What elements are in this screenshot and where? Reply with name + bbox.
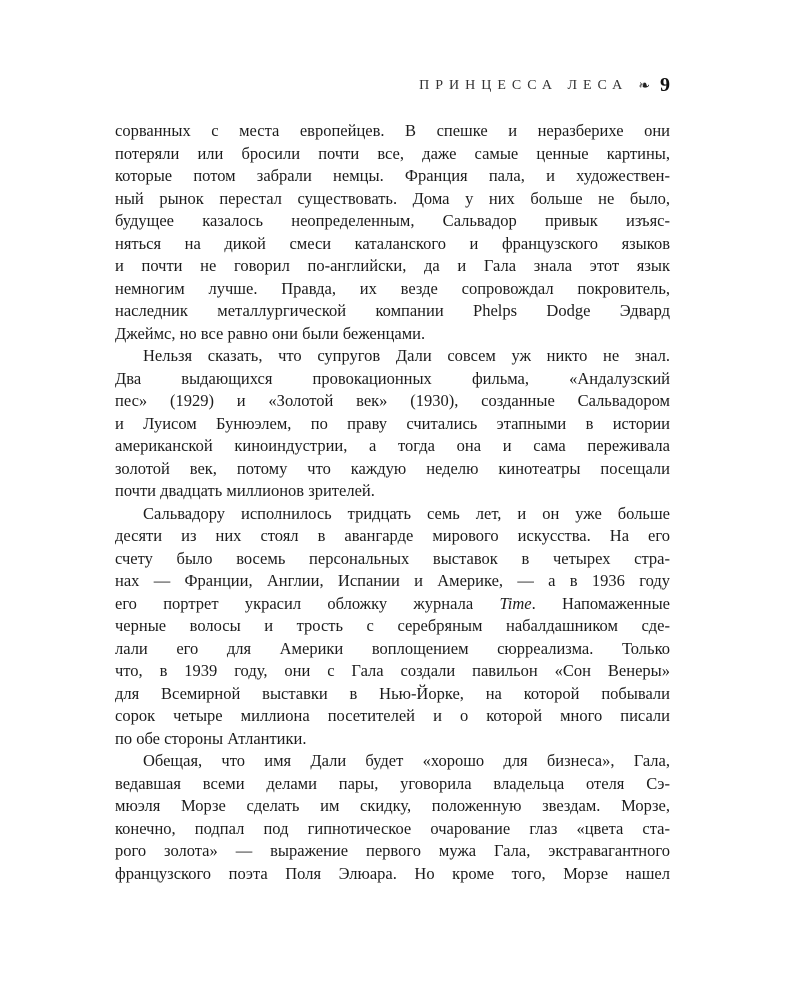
text-line: няться на дикой смеси каталанского и французского языков	[115, 233, 670, 253]
text-line: Два выдающихся провокационных фильма, «Андалузский	[115, 368, 670, 388]
text-run: . Напомаженные	[531, 593, 671, 613]
text-line: наследник металлургической компании Phelps Dodge Эдвард	[115, 301, 670, 320]
text-line: которые потом забрали немцы. Франция пала, и художествен-	[115, 166, 670, 185]
text-line: счету было восемь персональных выставок в четырех стра-	[115, 548, 670, 568]
fleuron-icon: ❧	[638, 77, 650, 94]
text-line: пес» (1929) и «Золотой век» (1930), созданные Сальвадором	[115, 391, 670, 410]
text-line: Сальвадору исполнилось тридцать семь лет, и он уже больше	[143, 503, 670, 523]
page-number: 9	[660, 74, 670, 96]
text-line: французского поэта Поля Элюара. Но кроме того, Морзе нашел	[115, 863, 670, 883]
text-line: лали его для Америки воплощением сюрреализма. Только	[115, 638, 670, 658]
text-line: будущее казалось неопределенным, Сальвадор привык изъяс-	[115, 211, 670, 230]
text-line: и Луисом Бунюэлем, по праву считались этапными в истории	[115, 413, 670, 433]
text-line: черные волосы и трость с серебряным набалдашником сде-	[115, 616, 670, 635]
text-line: рого золота» — выражение первого мужа Гала, экстравагантного	[115, 841, 670, 860]
running-title: ПРИНЦЕССА ЛЕСА	[419, 77, 629, 93]
magazine-title: Time	[499, 593, 532, 613]
text-line: конечно, подпал под гипнотическое очарование глаз «цвета ста-	[115, 818, 670, 838]
running-head	[419, 74, 670, 97]
text-line: сорок четыре миллиона посетителей и о которой много писали	[115, 706, 670, 725]
text-line: Обещая, что имя Дали будет «хорошо для бизнеса», Гала,	[143, 751, 670, 770]
text-line: золотой век, потому что каждую неделю кинотеатры посещали	[115, 458, 670, 478]
text-line-with-italic	[115, 593, 670, 616]
text-line: нах — Франции, Англии, Испании и Америке, — а в 1936 году	[115, 571, 670, 590]
text-line: ный рынок перестал существовать. Дома у них больше не было,	[115, 188, 670, 208]
text-run: его портрет украсил обложку журнала	[115, 593, 500, 613]
text-line: немногим лучше. Правда, их везде сопровождал покровитель,	[115, 278, 670, 298]
text-line: что, в 1939 году, они с Гала создали павильон «Сон Венеры»	[115, 661, 670, 680]
text-line: американской киноиндустрии, а тогда она и сама переживала	[115, 436, 670, 455]
text-line: мюэля Морзе сделать им скидку, положенную звездам. Морзе,	[115, 796, 670, 815]
body-text	[115, 120, 670, 885]
text-line: Джеймс, но все равно они были беженцами.	[115, 323, 426, 343]
text-line: ведавшая всеми делами пары, уговорила владельца отеля Сэ-	[115, 773, 670, 793]
text-line: сорванных с места европейцев. В спешке и неразберихе они	[115, 121, 670, 140]
text-line: потеряли или бросили почти все, даже самые ценные картины,	[115, 143, 670, 163]
text-line: по обе стороны Атлантики.	[115, 728, 307, 748]
text-line: Нельзя сказать, что супругов Дали совсем уж никто не знал.	[143, 346, 670, 365]
text-line: десяти из них стоял в авангарде мирового искусства. На его	[115, 526, 670, 545]
text-line: и почти не говорил по-английски, да и Гала знала этот язык	[115, 256, 670, 275]
text-line: почти двадцать миллионов зрителей.	[115, 481, 375, 500]
text-line: для Всемирной выставки в Нью-Йорке, на которой побывали	[115, 683, 670, 703]
